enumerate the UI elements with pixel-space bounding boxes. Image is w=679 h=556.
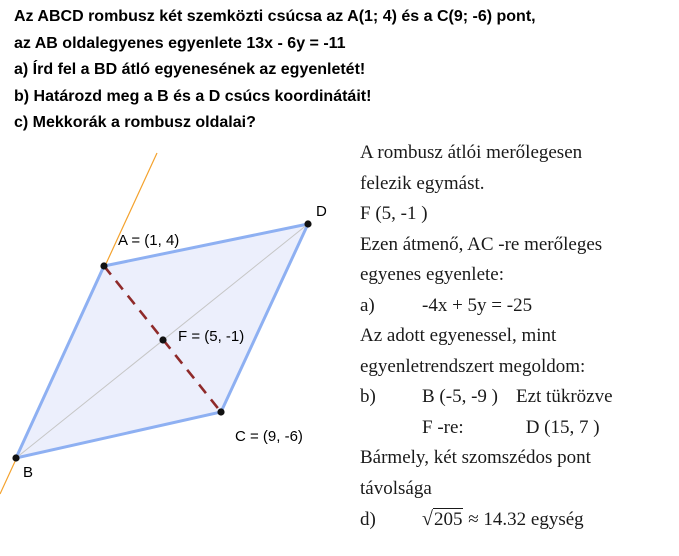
problem-line-1: Az ABCD rombusz két szemközti csúcsa az A(1; 4) és a C(9; -6) pont, <box>14 8 536 25</box>
solution-answer-b <box>360 382 679 413</box>
solution-text <box>360 138 679 535</box>
solution-line-1: A rombusz átlói merőlegesen <box>360 142 583 163</box>
solution-line-2: felezik egymást. <box>360 172 485 194</box>
point-b <box>12 454 19 461</box>
solution-line-7: Az adott egyenessel, mint <box>360 325 557 346</box>
point-f <box>159 336 166 343</box>
answer-a-equation: -4x + 5y = -25 <box>422 294 533 316</box>
point-d <box>304 220 311 227</box>
solution-line-5: egyenes egyenlete: <box>360 264 505 285</box>
problem-line-5: c) Mekkorák a rombusz oldalai? <box>14 114 256 131</box>
answer-b-point-d: D (15, 7 ) <box>525 416 600 438</box>
answer-d-tag: d) <box>360 509 376 530</box>
answer-a-tag: a) <box>360 294 375 316</box>
answer-d-value: ≈ 14.32 egység <box>468 509 584 530</box>
label-f: F = (5, -1) <box>178 328 245 345</box>
sqrt-radicand: 205 <box>433 509 463 530</box>
solution-line-8: egyenletrendszert megoldom: <box>360 355 586 377</box>
answer-b-note: Ezt tükrözve <box>515 386 613 407</box>
solution-midpoint: F (5, -1 ) <box>360 203 428 224</box>
problem-line-3: a) Írd fel a BD átló egyenesének az egyenletét! <box>14 61 366 78</box>
solution-answer-b-cont <box>360 413 679 444</box>
solution-answer-d <box>360 504 679 535</box>
solution-line-11: Bármely, két szomszédos pont <box>360 447 591 468</box>
answer-b-point-b: B (-5, -9 ) <box>422 386 498 407</box>
solution-line-4: Ezen átmenő, AC -re merőleges <box>360 233 603 255</box>
label-c: C = (9, -6) <box>235 428 303 445</box>
problem-line-4: b) Határozd meg a B és a D csúcs koordinátáit! <box>14 87 372 105</box>
label-d: D <box>316 203 327 220</box>
point-c <box>217 408 224 415</box>
solution-line-12: távolsága <box>360 477 432 499</box>
sqrt-symbol: √205 <box>422 508 463 530</box>
problem-line-2: az AB oldalegyenes egyenlete 13x - 6y = -11 <box>14 34 346 52</box>
solution-answer-a <box>360 291 679 322</box>
label-a: A = (1, 4) <box>118 232 180 249</box>
label-b: B <box>23 464 34 481</box>
answer-b-tag: b) <box>360 386 376 407</box>
point-a <box>100 262 107 269</box>
answer-b-reflect: F -re: <box>422 416 464 438</box>
